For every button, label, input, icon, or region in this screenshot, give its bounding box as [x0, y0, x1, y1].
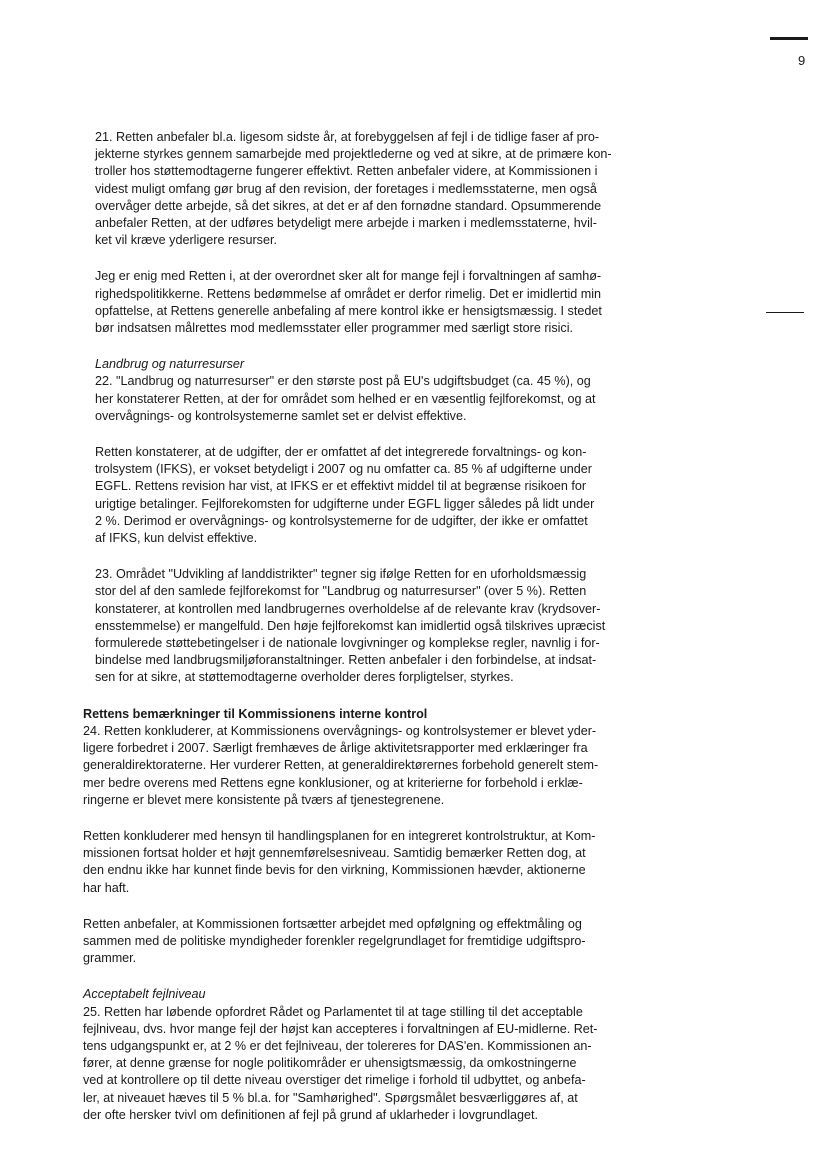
text-line: her konstaterer Retten, at der for området som helhed er en væsentlig fejlforekomst, og at	[95, 391, 596, 406]
text-line: overvåger dette arbejde, så det sikres, at det er af den fornødne standard. Opsummerende	[95, 198, 602, 213]
text-line: Retten konkluderer med hensyn til handlingsplanen for en integreret kontrolstruktur, at Kom-	[83, 828, 596, 843]
text-line: formulerede støttebetingelser i de nationale lovgivninger og komplekse regler, navnlig i for-	[95, 636, 600, 651]
text-line: bindelse med landbrugsmiljøforanstaltninger. Retten anbefaler i den forbindelse, at indsat-	[95, 653, 597, 668]
text-line: mer bedre overens med Rettens egne konklusioner, og at kriterierne for forbehold i erklæ-	[83, 775, 583, 790]
text-line: urigtige betalinger. Fejlforekomsten for udgifterne under EGFL ligger således på lidt under	[95, 496, 595, 511]
section-block	[83, 356, 643, 425]
text-line: 2 %. Derimod er overvågnings- og kontrolsystemerne for de udgifter, der ikke er omfattet	[95, 513, 588, 528]
text-line: Retten anbefaler, at Kommissionen fortsætter arbejdet med opfølgning og effektmåling og	[83, 916, 582, 931]
text-line: ler, at niveauet hæves til 5 % bl.a. for "Samhørighed". Spørgsmålet besværliggøres af, at	[83, 1090, 578, 1105]
text-line: righedspolitikkerne. Rettens bedømmelse af området er derfor rimelig. Det er imidlertid min	[95, 286, 602, 301]
text-line: stor del af den samlede fejlforekomst for "Landbrug og naturresurser" (over 5 %). Retten	[95, 584, 587, 599]
text-line: Retten konstaterer, at de udgifter, der er omfattet af det integrerede forvaltnings- og kon-	[95, 445, 587, 460]
text-line: tens udgangspunkt er, at 2 % er det fejlniveau, der tolereres for DAS'en. Kommissionen an-	[83, 1038, 592, 1053]
text-line: EGFL. Rettens revision har vist, at IFKS er et effektivt middel til at begrænse risikoen for	[95, 479, 587, 494]
text-line: fører, at denne grænse for nogle politikområder er uhensigtsmæssig, da omkostningerne	[83, 1056, 577, 1071]
paragraph	[83, 129, 643, 249]
text-line: troller hos støttemodtagerne fungerer effektivt. Retten anbefaler videre, at Kommissionen i	[95, 164, 598, 179]
text-line: har haft.	[83, 880, 130, 895]
section-block	[83, 706, 643, 809]
text-line: konstaterer, at kontrollen med landbrugernes overholdelse af de relevante krav (krydsover-	[95, 601, 601, 616]
text-line: ensstemmelse) er mangelfuld. Den høje fejlforekomst kan imidlertid også tilskrives upræcist	[95, 618, 606, 633]
section-heading: Rettens bemærkninger til Kommissionens interne kontrol	[83, 706, 428, 721]
text-line: fejlniveau, dvs. hvor mange fejl der højst kan accepteres i forvaltningen af EU-midlerne. Ret-	[83, 1021, 598, 1036]
text-line: missionen fortsat holder et højt gennemførelsesniveau. Samtidig bemærker Retten dog, at	[83, 846, 586, 861]
text-line: jekterne styrkes gennem samarbejde med projektlederne og ved at sikre, at de primære kon-	[95, 147, 612, 162]
text-line: 22. "Landbrug og naturresurser" er den største post på EU's udgiftsbudget (ca. 45 %), og	[95, 374, 591, 389]
text-line: videst muligt omfang gør brug af den revision, der foretages i medlemsstaterne, men også	[95, 181, 597, 196]
paragraph	[83, 566, 643, 686]
section-heading: Acceptabelt fejlniveau	[83, 987, 206, 1002]
text-line: der ofte hersker tvivl om definitionen af fejl på grund af uklarheder i lovgrundlaget.	[83, 1107, 539, 1122]
text-line: 24. Retten konkluderer, at Kommissionens overvågnings- og kontrolsystemer er blevet yder-	[83, 723, 597, 738]
text-line: af IFKS, kun delvist effektive.	[95, 531, 258, 546]
text-line: Jeg er enig med Retten i, at der overordnet sker alt for mange fejl i forvaltningen af samhø-	[95, 269, 602, 284]
text-line: 21. Retten anbefaler bl.a. ligesom sidste år, at forebyggelsen af fejl i de tidlige faser af pro-	[95, 130, 600, 144]
text-line: ligere forbedret i 2007. Særligt fremhæves de årlige aktivitetsrapporter med erklæringer fra	[83, 741, 588, 756]
text-line: bør indsatsen målrettes mod medlemsstater eller programmer med særligt store risici.	[95, 321, 574, 336]
section-block	[83, 986, 643, 1124]
text-line: 25. Retten har løbende opfordret Rådet og Parlamentet til at tage stilling til det acceptable	[83, 1004, 583, 1019]
text-line: den endnu ikke har kunnet finde bevis for den virkning, Kommissionen hævder, aktionerne	[83, 863, 586, 878]
paragraph	[83, 916, 643, 968]
text-line: sen for at sikre, at støttemodtagerne overholder deres forpligtelser, styrkes.	[95, 670, 514, 685]
text-line: 23. Området "Udvikling af landdistrikter" tegner sig ifølge Retten for en uforholdsmæssig	[95, 567, 587, 582]
text-line: trolsystem (IFKS), er vokset betydeligt i 2007 og nu omfatter ca. 85 % af udgifterne under	[95, 462, 593, 477]
margin-rule	[766, 312, 804, 313]
text-line: opfattelse, at Rettens generelle anbefaling af mere kontrol ikke er hensigtsmæssig. I stedet	[95, 303, 602, 318]
paragraph	[83, 268, 643, 337]
header-rule	[770, 37, 808, 40]
text-line: anbefaler Retten, at der udføres betydeligt mere arbejde i marken i medlemsstaterne, hvil-	[95, 216, 597, 231]
text-line: grammer.	[83, 951, 137, 966]
text-line: ringerne er blevet mere konsistente på tværs af tjenestegrenene.	[83, 792, 445, 807]
paragraph	[83, 828, 643, 897]
text-line: sammen med de politiske myndigheder forenkler regelgrundlaget for fremtidige udgiftspro-	[83, 933, 586, 948]
text-line: overvågnings- og kontrolsystemerne samlet set er delvist effektive.	[95, 408, 467, 423]
paragraph	[83, 444, 643, 547]
document-body	[83, 129, 643, 1143]
section-heading: Landbrug og naturresurser	[95, 357, 245, 372]
text-line: ved at kontrollere op til dette niveau overstiger det rimelige i forhold til udbyttet, og anbefa-	[83, 1073, 586, 1088]
text-line: ket vil kræve yderligere resurser.	[95, 233, 277, 248]
text-line: generaldirektoraterne. Her vurderer Retten, at generaldirektørernes forbehold generelt stem-	[83, 758, 599, 773]
page-number: 9	[798, 53, 806, 68]
